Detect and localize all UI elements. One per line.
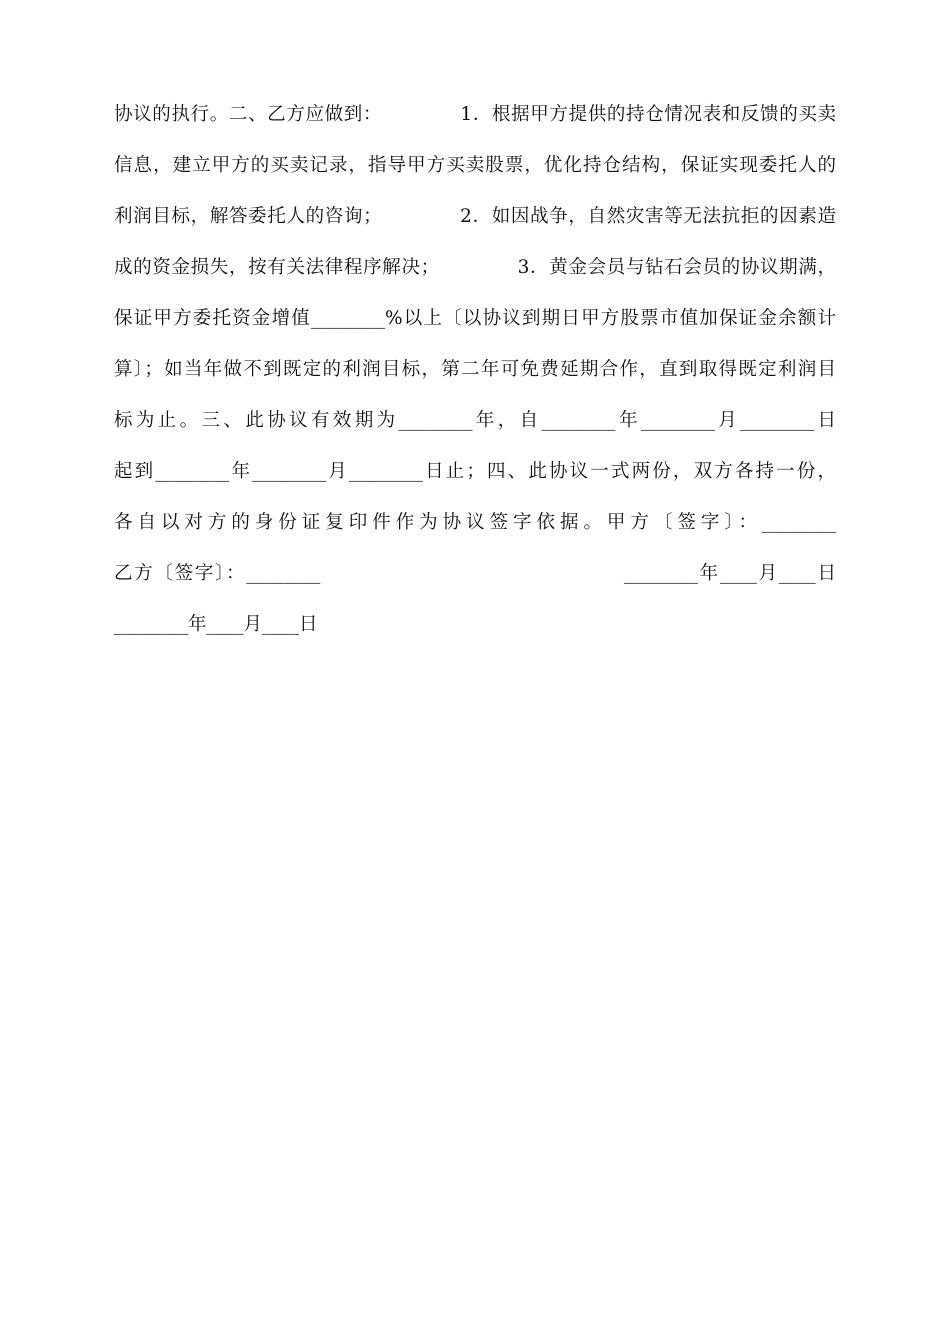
text-line [114,453,836,504]
text-line [114,300,836,351]
text-line [114,249,836,300]
text-line [114,402,836,453]
text-line-content: 算〕；如当年做不到既定的利润目标，第二年可免费延期合作，直到取得既定利润目 [114,359,836,380]
text-line-content: 信息，建立甲方的买卖记录，指导甲方买卖股票，优化持仓结构，保证实现委托人的 [114,155,836,176]
text-line-content: ________年____月____日 [114,614,318,635]
text-line [114,198,836,249]
text-line [114,351,836,402]
text-line-content: 标为止。三、此协议有效期为________年，自________年________月________日 [114,410,836,431]
signature-line-party-a [114,504,836,555]
date-line [114,606,836,657]
text-line [114,96,836,147]
text-line-content: 起到________年________月________日止；四、此协议一式两份，双方各持一份， [114,461,836,482]
text-line-content: 乙方〔签字〕：________ ________年____月____日 [114,563,836,584]
text-line [114,147,836,198]
text-line-content: 协议的执行。二、乙方应做到： 1．根据甲方提供的持仓情况表和反馈的买卖 [114,104,836,125]
text-line-content: 各自以对方的身份证复印件作为协议签字依据。甲方〔签字〕：________ [114,512,836,533]
signature-line-party-b [114,555,836,606]
text-line-content: 成的资金损失，按有关法律程序解决； 3．黄金会员与钻石会员的协议期满， [114,257,836,278]
agreement-text [114,96,836,657]
text-line-content: 保证甲方委托资金增值________%以上〔以协议到期日甲方股票市值加保证金余额计 [114,308,836,329]
text-line-content: 利润目标，解答委托人的咨询； 2．如因战争，自然灾害等无法抗拒的因素造 [114,206,836,227]
